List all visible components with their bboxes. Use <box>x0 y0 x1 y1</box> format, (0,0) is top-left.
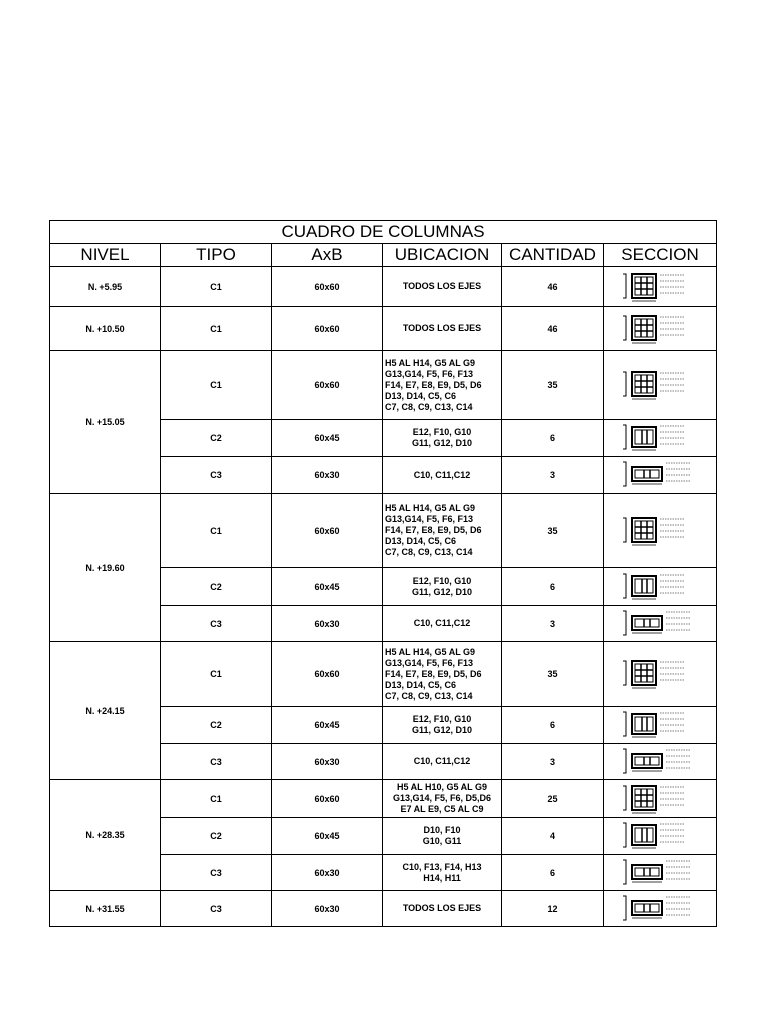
ubicacion-cell <box>383 855 502 891</box>
axb-cell: 60x60 <box>272 494 383 568</box>
axb-cell: 60x30 <box>272 855 383 891</box>
nivel-cell: N. +24.15 <box>50 642 161 780</box>
table-title: CUADRO DE COLUMNAS <box>50 221 717 244</box>
axb-cell: 60x30 <box>272 606 383 642</box>
C3-section-icon <box>620 856 700 890</box>
nivel-cell: N. +15.05 <box>50 351 161 494</box>
axb-cell: 60x60 <box>272 267 383 307</box>
seccion-cell <box>604 307 717 351</box>
ubicacion-line: TODOS LOS EJES <box>402 281 482 291</box>
ubicacion-line: H5 AL H14, G5 AL G9 <box>385 357 476 368</box>
ubicacion-line: C10, C11,C12 <box>413 756 471 766</box>
C1-section-icon <box>620 270 700 304</box>
ubicacion-line: F14, E7, E8, E9, D5, D6 <box>385 379 482 390</box>
seccion-cell <box>604 818 717 855</box>
C3-section-icon <box>620 745 700 779</box>
axb-cell: 60x45 <box>272 707 383 744</box>
ubicacion-cell <box>383 780 502 818</box>
tipo-cell: C2 <box>161 568 272 606</box>
seccion-cell <box>604 457 717 494</box>
ubicacion-cell <box>383 744 502 780</box>
cantidad-cell: 4 <box>502 818 604 855</box>
tipo-cell: C3 <box>161 744 272 780</box>
ubicacion-line: TODOS LOS EJES <box>402 323 482 333</box>
ubicacion-line: G13,G14, F5, F6, D5,D6 <box>392 793 492 803</box>
tipo-cell: C1 <box>161 307 272 351</box>
C3-section-icon <box>620 607 700 641</box>
ubicacion-line: C10, C11,C12 <box>413 618 471 628</box>
ubicacion-line: C7, C8, C9, C13, C14 <box>385 690 473 701</box>
ubicacion-line: E12, F10, G10 <box>412 714 472 724</box>
axb-cell: 60x30 <box>272 457 383 494</box>
header-nivel: NIVEL <box>50 244 161 267</box>
ubicacion-line: G10, G11 <box>422 836 462 846</box>
ubicacion-cell <box>383 891 502 927</box>
header-ubicacion: UBICACION <box>383 244 502 267</box>
C1-section-icon <box>620 782 700 816</box>
ubicacion-line: G13,G14, F5, F6, F13 <box>385 514 474 524</box>
axb-cell: 60x45 <box>272 420 383 457</box>
C3-section-icon <box>620 892 700 926</box>
ubicacion-line: C7, C8, C9, C13, C14 <box>385 547 473 557</box>
seccion-cell <box>604 267 717 307</box>
table-row <box>50 267 717 307</box>
columns-table-wrapper <box>49 220 716 927</box>
seccion-cell <box>604 351 717 420</box>
ubicacion-cell <box>383 457 502 494</box>
C2-section-icon <box>620 708 700 742</box>
seccion-cell <box>604 855 717 891</box>
tipo-cell: C3 <box>161 855 272 891</box>
ubicacion-line: E12, F10, G10 <box>412 575 472 586</box>
axb-cell: 60x60 <box>272 307 383 351</box>
ubicacion-cell <box>383 568 502 606</box>
ubicacion-line: D13, D14, C5, C6 <box>385 390 457 401</box>
C2-section-icon <box>620 819 700 853</box>
ubicacion-line: C10, F13, F14, H13 <box>402 861 482 872</box>
ubicacion-cell <box>383 307 502 351</box>
nivel-cell: N. +19.60 <box>50 494 161 642</box>
cantidad-cell: 46 <box>502 267 604 307</box>
tipo-cell: C1 <box>161 780 272 818</box>
cantidad-cell: 35 <box>502 642 604 707</box>
seccion-cell <box>604 642 717 707</box>
C1-section-icon <box>620 514 700 548</box>
cantidad-cell: 3 <box>502 744 604 780</box>
ubicacion-line: H5 AL H10, G5 AL G9 <box>396 782 488 792</box>
nivel-cell: N. +28.35 <box>50 780 161 891</box>
axb-cell: 60x30 <box>272 891 383 927</box>
cantidad-cell: 25 <box>502 780 604 818</box>
header-seccion: SECCION <box>604 244 717 267</box>
table-row <box>50 494 717 568</box>
tipo-cell: C1 <box>161 267 272 307</box>
ubicacion-line: G13,G14, F5, F6, F13 <box>385 368 474 379</box>
tipo-cell: C3 <box>161 457 272 494</box>
seccion-cell <box>604 568 717 606</box>
cantidad-cell: 46 <box>502 307 604 351</box>
ubicacion-line: F14, E7, E8, E9, D5, D6 <box>385 525 482 535</box>
table-row <box>50 780 717 818</box>
tipo-cell: C3 <box>161 606 272 642</box>
ubicacion-cell <box>383 420 502 457</box>
C1-section-icon <box>620 368 700 402</box>
axb-cell: 60x60 <box>272 642 383 707</box>
seccion-cell <box>604 420 717 457</box>
ubicacion-line: C10, C11,C12 <box>413 469 471 480</box>
ubicacion-cell <box>383 351 502 420</box>
table-row <box>50 307 717 351</box>
ubicacion-line: F14, E7, E8, E9, D5, D6 <box>385 668 482 679</box>
nivel-cell: N. +31.55 <box>50 891 161 927</box>
axb-cell: 60x60 <box>272 780 383 818</box>
C1-section-icon <box>620 312 700 346</box>
ubicacion-cell <box>383 707 502 744</box>
seccion-cell <box>604 891 717 927</box>
C3-section-icon <box>620 458 700 492</box>
tipo-cell: C2 <box>161 707 272 744</box>
C2-section-icon <box>620 421 700 455</box>
ubicacion-line: D10, F10 <box>423 825 461 835</box>
ubicacion-line: G11, G12, D10 <box>411 438 473 448</box>
cantidad-cell: 3 <box>502 457 604 494</box>
cantidad-cell: 35 <box>502 351 604 420</box>
cantidad-cell: 12 <box>502 891 604 927</box>
table-body <box>50 267 717 927</box>
ubicacion-line: H5 AL H14, G5 AL G9 <box>385 503 476 513</box>
header-axb: AxB <box>272 244 383 267</box>
nivel-cell: N. +10.50 <box>50 307 161 351</box>
ubicacion-line: E12, F10, G10 <box>412 427 472 437</box>
ubicacion-line: D13, D14, C5, C6 <box>385 679 457 690</box>
C1-section-icon <box>620 657 700 691</box>
tipo-cell: C2 <box>161 420 272 457</box>
cantidad-cell: 3 <box>502 606 604 642</box>
axb-cell: 60x30 <box>272 744 383 780</box>
ubicacion-line: H5 AL H14, G5 AL G9 <box>385 646 476 657</box>
table-row <box>50 642 717 707</box>
header-row <box>50 244 717 267</box>
ubicacion-line: D13, D14, C5, C6 <box>385 536 457 546</box>
ubicacion-cell <box>383 642 502 707</box>
seccion-cell <box>604 780 717 818</box>
table-row <box>50 891 717 927</box>
seccion-cell <box>604 494 717 568</box>
tipo-cell: C1 <box>161 351 272 420</box>
axb-cell: 60x45 <box>272 568 383 606</box>
C2-section-icon <box>620 570 700 604</box>
cantidad-cell: 6 <box>502 420 604 457</box>
header-tipo: TIPO <box>161 244 272 267</box>
ubicacion-line: E7 AL E9, C5 AL C9 <box>400 804 484 814</box>
ubicacion-cell <box>383 606 502 642</box>
seccion-cell <box>604 606 717 642</box>
ubicacion-line: G11, G12, D10 <box>411 586 473 597</box>
seccion-cell <box>604 744 717 780</box>
ubicacion-line: C7, C8, C9, C13, C14 <box>385 401 473 412</box>
ubicacion-line: TODOS LOS EJES <box>402 903 482 913</box>
nivel-cell: N. +5.95 <box>50 267 161 307</box>
cantidad-cell: 6 <box>502 568 604 606</box>
axb-cell: 60x60 <box>272 351 383 420</box>
cantidad-cell: 6 <box>502 707 604 744</box>
ubicacion-cell <box>383 267 502 307</box>
ubicacion-line: H14, H11 <box>423 872 461 883</box>
tipo-cell: C1 <box>161 494 272 568</box>
ubicacion-cell <box>383 818 502 855</box>
ubicacion-line: G13,G14, F5, F6, F13 <box>385 657 474 668</box>
cantidad-cell: 6 <box>502 855 604 891</box>
tipo-cell: C2 <box>161 818 272 855</box>
table-row <box>50 351 717 420</box>
columns-table <box>49 220 717 927</box>
header-cantidad: CANTIDAD <box>502 244 604 267</box>
tipo-cell: C1 <box>161 642 272 707</box>
axb-cell: 60x45 <box>272 818 383 855</box>
tipo-cell: C3 <box>161 891 272 927</box>
ubicacion-line: G11, G12, D10 <box>411 725 473 735</box>
cantidad-cell: 35 <box>502 494 604 568</box>
seccion-cell <box>604 707 717 744</box>
ubicacion-cell <box>383 494 502 568</box>
